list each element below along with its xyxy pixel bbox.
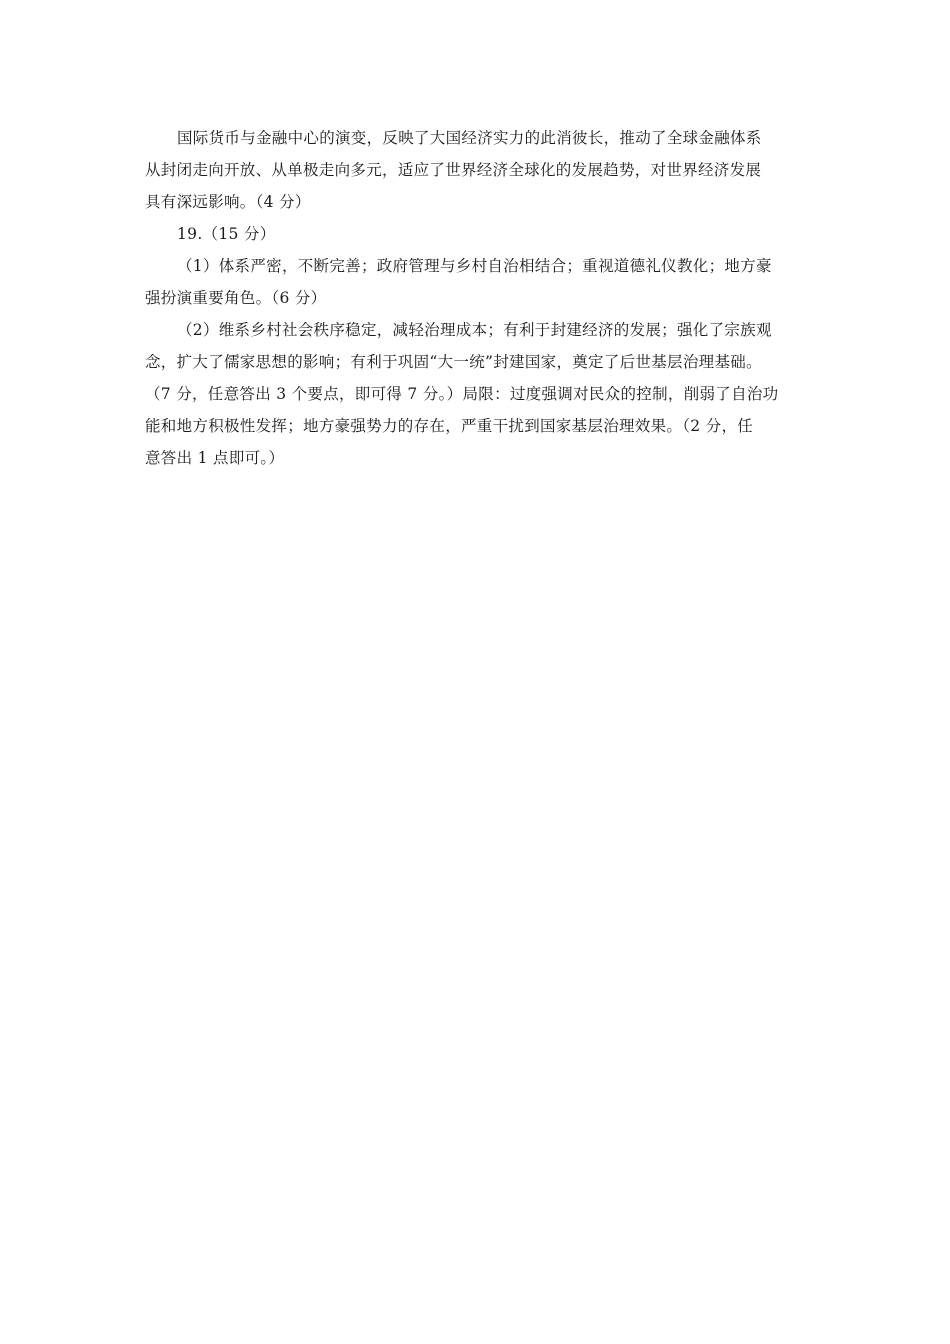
- text-line: （2）维系乡村社会秩序稳定，减轻治理成本；有利于封建经济的发展；强化了宗族观: [177, 321, 772, 339]
- text-line: 从封闭走向开放、从单极走向多元，适应了世界经济全球化的发展趋势，对世界经济发展: [145, 161, 762, 179]
- paragraph-financial-center: [145, 122, 815, 218]
- text-line: 国际货币与金融中心的演变，反映了大国经济实力的此消彼长，推动了全球金融体系: [177, 129, 762, 147]
- text-line: 念，扩大了儒家思想的影响；有利于巩固“大一统”封建国家，奠定了后世基层治理基础。: [145, 353, 762, 371]
- question-19: [145, 218, 815, 474]
- question-19-part-2: [145, 314, 815, 474]
- text-line: （7 分，任意答出 3 个要点，即可得 7 分。）局限：过度强调对民众的控制，削弱了自治功: [145, 385, 779, 403]
- text-line: 能和地方积极性发挥；地方豪强势力的存在，严重干扰到国家基层治理效果。（2 分，任: [145, 417, 754, 435]
- text-line: 具有深远影响。（4 分）: [145, 193, 311, 211]
- question-19-part-1: [145, 250, 815, 314]
- text-line: 意答出 1 点即可。）: [145, 449, 285, 467]
- text-line: （1）体系严密，不断完善；政府管理与乡村自治相结合；重视道德礼仪教化；地方豪: [177, 257, 772, 275]
- question-heading: 19.（15 分）: [177, 225, 276, 243]
- text-line: 强扮演重要角色。（6 分）: [145, 289, 327, 307]
- answer-text-body: [145, 122, 815, 474]
